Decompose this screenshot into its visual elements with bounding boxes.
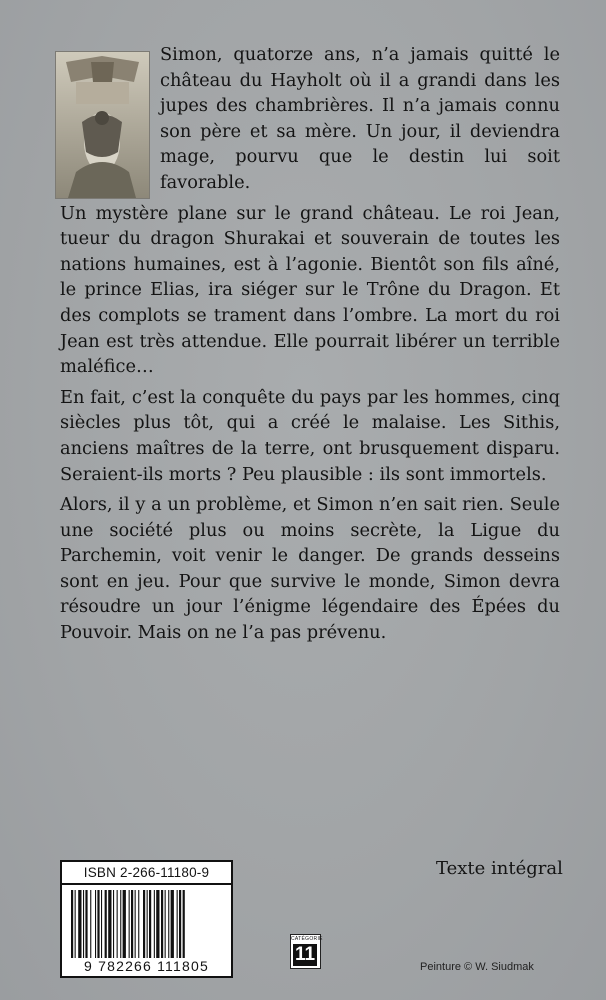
barcode-panel (60, 860, 233, 978)
isbn-divider (62, 883, 231, 885)
blurb-paragraph-2: Un mystère plane sur le grand château. Le roi Jean, tueur du dragon Shurakai et souverain de toutes les nations humaines, est à l’agonie. Bientôt son fils aîné, le prince Elias, ira siéger sur le Trône du Dragon. Et des complots se trament dans l’ombre. La mort du roi Jean est très attendue. Elle pourrait libérer un terrible maléfice… (60, 202, 560, 378)
blurb-paragraph-3: En fait, c’est la conquête du pays par les hommes, cinq siècles plus tôt, qui a créé le malaise. Les Sithis, anciens maîtres de la terre, ont brusquement disparu. Seraient-ils morts ? Peu plausible : ils sont immortels. (60, 386, 560, 485)
barcode-icon (71, 890, 221, 958)
blurb-paragraph-4: Alors, il y a un problème, et Simon n’en sait rien. Seule une société plus ou moins secrète, la Ligue du Parchemin, voit venir le danger. De grands desseins sont en jeu. Pour que survive le monde, Simon devra résoudre un jour l’énigme légendaire des Épées du Pouvoir. Mais on ne l’a pas prévenu. (60, 494, 560, 644)
back-cover-blurb (60, 42, 560, 651)
isbn-label: ISBN 2-266-11180-9 (83, 865, 210, 880)
blurb-paragraph-1: Simon, quatorze ans, n’a jamais quitté le château du Hayholt où il a grandi dans les jupes des chambrières. Il n’a jamais connu son père et sa mère. Un jour, il deviendra mage, pourvu que le destin lui soit favorable. (160, 44, 560, 193)
edition-note: Texte intégral (436, 858, 563, 879)
category-label: CATÉGORIE (291, 936, 323, 942)
category-badge (290, 934, 321, 969)
cover-art-credit: Peinture © W. Siudmak (420, 961, 534, 973)
ean-number: 9 782266 111805 (84, 958, 209, 974)
category-number: 11 (294, 944, 316, 965)
